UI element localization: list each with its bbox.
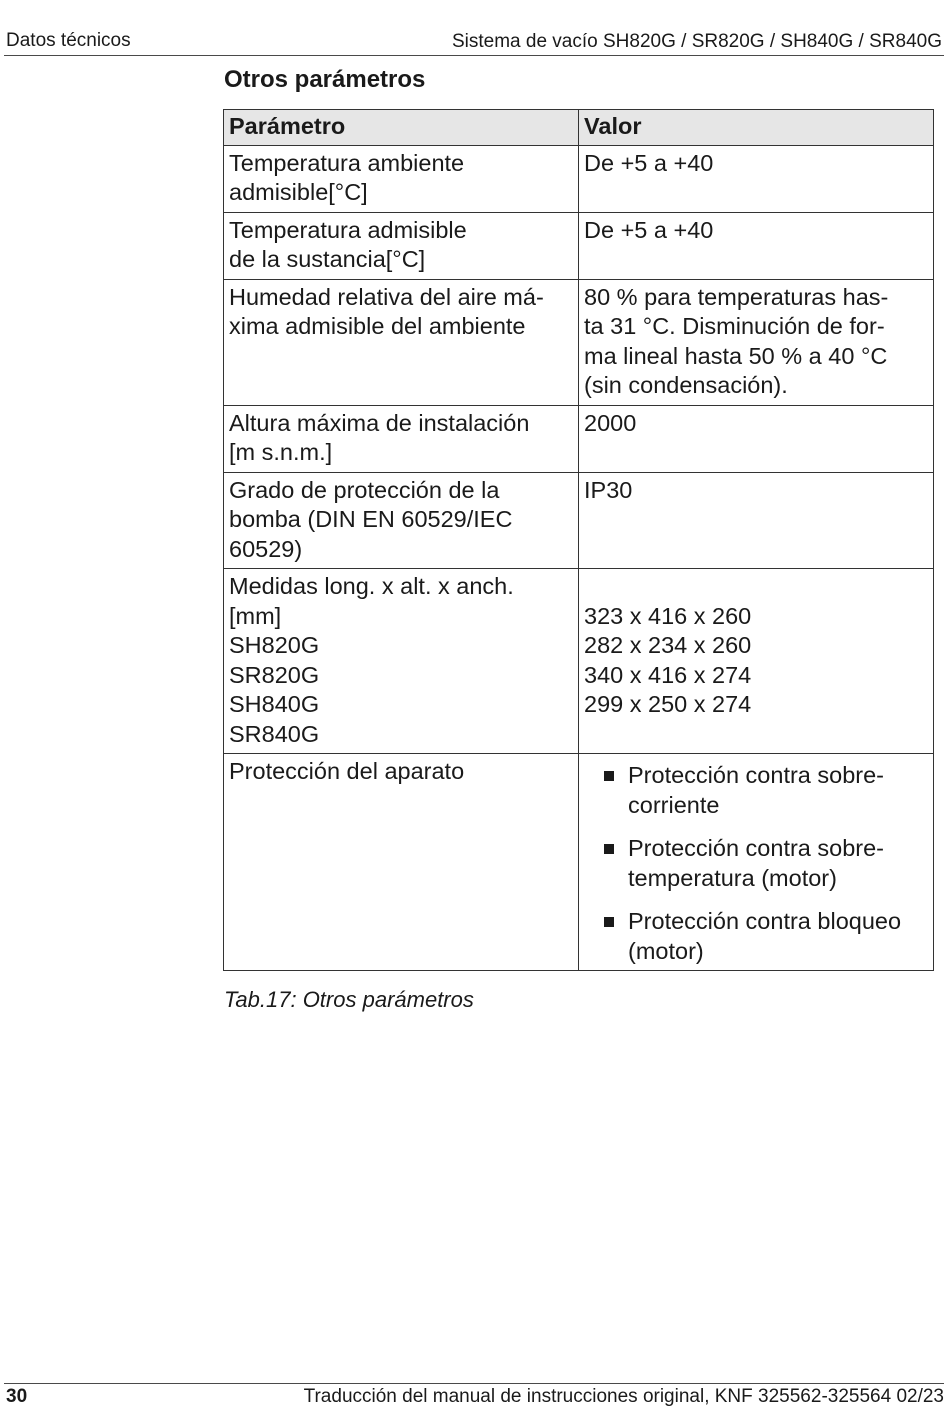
list-item [584, 834, 928, 893]
cell-text-line: de la sustancia[°C] [229, 246, 426, 272]
list-item [584, 907, 928, 966]
list-item-text-line: (motor) [628, 937, 704, 964]
cell-text-line: (sin condensación). [584, 372, 788, 398]
parameter-cell [224, 145, 579, 212]
parameter-cell [224, 754, 579, 971]
table-row [224, 754, 934, 971]
cell-text-line: [mm] [229, 602, 282, 629]
cell-text-line: 80 % para temperaturas has- [584, 283, 889, 310]
cell-text-line: 340 x 416 x 274 [584, 661, 752, 688]
cell-text-line: bomba (DIN EN 60529/IEC [229, 506, 513, 532]
parameter-cell [224, 212, 579, 279]
list-item-text-line: corriente [628, 791, 720, 818]
page-number: 30 [6, 1386, 28, 1407]
cell-text-line: xima admisible del ambiente [229, 313, 526, 339]
table-row [224, 472, 934, 569]
header-divider [4, 55, 944, 56]
footer-divider [4, 1383, 944, 1384]
parameter-cell [224, 279, 579, 405]
list-item-text-line: temperatura (motor) [628, 864, 837, 891]
cell-text-line: [m s.n.m.] [229, 439, 333, 465]
cell-text-line [584, 572, 928, 602]
cell-text-line: Protección del aparato [229, 758, 465, 784]
table-header-row [224, 110, 934, 146]
section-title: Otros parámetros [224, 66, 426, 93]
cell-text-line: 282 x 234 x 260 [584, 632, 752, 658]
cell-text-line: Temperatura admisible [229, 216, 467, 243]
value-cell [579, 212, 934, 279]
cell-text-line: ma lineal hasta 50 % a 40 °C [584, 342, 888, 369]
value-cell [579, 754, 934, 971]
cell-text-line: Medidas long. x alt. x anch. [229, 573, 514, 599]
parameter-cell [224, 472, 579, 569]
list-item-text-line: Protección contra sobre- [628, 835, 885, 861]
cell-text-line: SR820G [229, 661, 320, 688]
parameter-cell [224, 405, 579, 472]
cell-text-line: Grado de protección de la [229, 476, 500, 503]
cell-text-line: SH820G [229, 632, 320, 658]
cell-text-line: 299 x 250 x 274 [584, 691, 752, 717]
cell-text-line: 60529) [229, 535, 303, 562]
cell-text-line: Altura máxima de instalación [229, 409, 530, 436]
value-cell [579, 472, 934, 569]
cell-text-line: 323 x 416 x 260 [584, 602, 752, 629]
square-bullet-icon [604, 844, 614, 854]
cell-text-line: SR840G [229, 720, 320, 747]
footer-text: Traducción del manual de instrucciones original, KNF 325562-325564 02/23 [303, 1386, 944, 1407]
header-document-title: Sistema de vacío SH820G / SR820G / SH840G / SR840G [451, 31, 942, 52]
cell-text-line: Temperatura ambiente [229, 149, 465, 176]
cell-text-line: ta 31 °C. Disminución de for- [584, 313, 885, 339]
table-row [224, 145, 934, 212]
square-bullet-icon [604, 771, 614, 781]
cell-text-line: De +5 a +40 [584, 216, 714, 243]
value-cell [579, 145, 934, 212]
header-section-label: Datos técnicos [6, 30, 131, 51]
cell-text-line: De +5 a +40 [584, 149, 714, 176]
square-bullet-icon [604, 917, 614, 927]
cell-text-line: admisible[°C] [229, 179, 368, 205]
table-row [224, 212, 934, 279]
list-item-text-line: Protección contra bloqueo [628, 908, 902, 934]
column-header-parameter: Parámetro [224, 110, 579, 146]
table-row [224, 405, 934, 472]
table-row [224, 279, 934, 405]
protection-list [584, 757, 928, 966]
list-item-text-line: Protección contra sobre- [628, 762, 885, 788]
value-cell [579, 405, 934, 472]
column-header-value: Valor [579, 110, 934, 146]
value-cell [579, 569, 934, 754]
list-item [584, 761, 928, 820]
cell-text-line: IP30 [584, 476, 633, 503]
cell-text-line: Humedad relativa del aire má- [229, 283, 544, 310]
value-cell [579, 279, 934, 405]
cell-text-line: 2000 [584, 409, 637, 436]
cell-text-line: SH840G [229, 691, 320, 717]
parameters-table [223, 109, 934, 971]
table-row [224, 569, 934, 754]
table-caption: Tab.17: Otros parámetros [224, 987, 474, 1012]
parameter-cell [224, 569, 579, 754]
